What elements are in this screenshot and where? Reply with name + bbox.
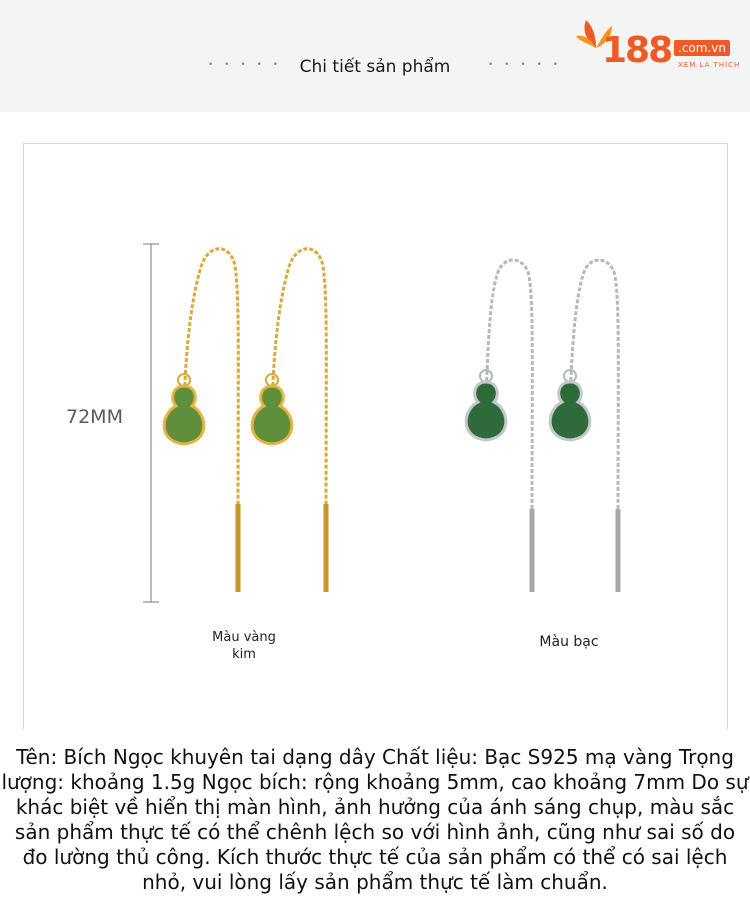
page-title: Chi tiết sản phẩm bbox=[299, 57, 451, 77]
decorative-dots-left: • • • • • bbox=[208, 60, 282, 70]
gold-variant-caption: Màu vàng kim bbox=[212, 630, 276, 662]
header-banner bbox=[0, 0, 750, 112]
logo-number: 188 bbox=[602, 30, 672, 71]
logo-domain: .com.vn bbox=[674, 40, 730, 56]
brand-logo[interactable] bbox=[574, 14, 744, 80]
silver-variant-caption: Màu bạc bbox=[539, 634, 599, 650]
silver-earring-right bbox=[550, 260, 618, 592]
product-photo-panel bbox=[23, 143, 728, 729]
dimension-bar bbox=[143, 244, 159, 602]
decorative-dots-right: • • • • • bbox=[488, 60, 562, 70]
logo-tagline: XEM LÀ THÍCH bbox=[678, 61, 741, 69]
product-description: Tên: Bích Ngọc khuyên tai dạng dây Chất liệu: Bạc S925 mạ vàng Trọng lượng: khoảng 1.5g Ngọc bích: rộng khoảng 5mm, cao khoảng 7mm Do sự khác biệt về hiển thị màn hình, ảnh hưởng của ánh sáng chụp, màu sắc sản phẩm thực tế có thể chênh lệch so với hình ảnh, cũng như sai số do đo lường thủ công. Kích thước thực tế của sản phẩm có thể có sai lệch nhỏ, vui lòng lấy sản phẩm thực tế làm chuẩn. bbox=[1, 745, 749, 894]
silver-earring-left bbox=[466, 260, 532, 592]
dimension-label: 72MM bbox=[66, 406, 123, 428]
gold-earring-right bbox=[252, 249, 326, 592]
gold-earring-left bbox=[164, 249, 238, 592]
earring-photo bbox=[24, 144, 727, 729]
